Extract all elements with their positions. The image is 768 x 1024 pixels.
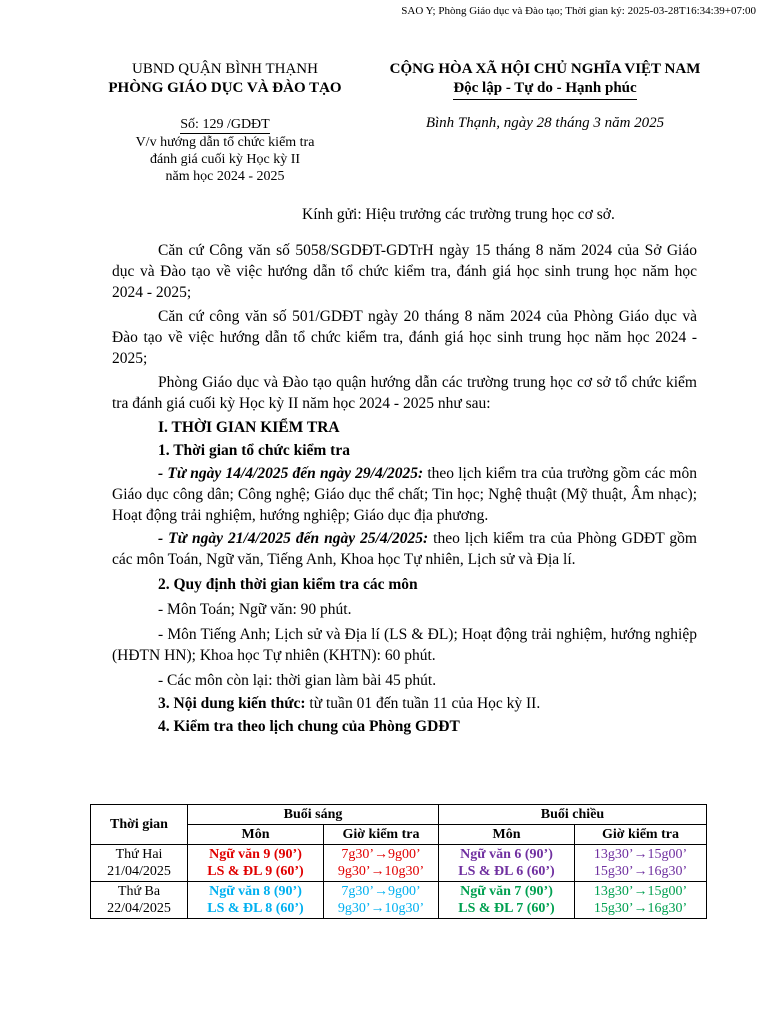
time-entry: 15g30’→16g30’ xyxy=(593,901,688,916)
subsection-3-title: 3. Nội dung kiến thức: xyxy=(158,695,306,712)
subject-entry: Ngữ văn 8 (90’) xyxy=(209,884,302,899)
subject-entry: LS & ĐL 7 (60’) xyxy=(458,901,555,916)
national-motto: Độc lập - Tự do - Hạnh phúc xyxy=(453,79,636,100)
morning-times xyxy=(324,845,439,882)
section-title: I. THỜI GIAN KIỂM TRA xyxy=(158,419,340,436)
time-entry: 13g30’→15g00’ xyxy=(593,884,688,899)
subsection-3 xyxy=(112,693,697,714)
schedule-item-1-text: theo lịch kiểm tra của trường gồm các môn Giáo dục công dân; Công nghệ; Giáo dục thể chất; Tin học; Nghệ thuật (Mỹ thuật, Âm nhạc); Hoạt động trải nghiệm, hướng nghiệp; Giáo dục địa phương. xyxy=(112,465,697,524)
date-cell xyxy=(91,882,188,919)
recipient: Kính gửi: Hiệu trưởng các trường trung học cơ sở. xyxy=(302,206,615,223)
duration-rule-1: - Môn Toán; Ngữ văn: 90 phút. xyxy=(158,601,352,618)
morning-subjects xyxy=(188,882,324,919)
afternoon-times xyxy=(575,845,707,882)
subsection-1-title: 1. Thời gian tổ chức kiểm tra xyxy=(158,442,350,459)
column-header-afternoon-subject: Môn xyxy=(439,825,575,845)
subject-line-1: V/v hướng dẫn tổ chức kiểm tra xyxy=(135,135,315,150)
subject-entry: LS & ĐL 8 (60’) xyxy=(207,901,304,916)
table-row xyxy=(91,845,707,882)
time-entry: 13g30’→15g00’ xyxy=(593,847,688,862)
basis-paragraph-2: Căn cứ công văn số 501/GDĐT ngày 20 tháng 8 năm 2024 của Phòng Giáo dục và Đào tạo về việc hướng dẫn tổ chức kiểm tra, đánh giá học sinh trung học năm học 2024 - 2025; xyxy=(112,308,697,367)
subsection-4-title: 4. Kiểm tra theo lịch chung của Phòng GDĐT xyxy=(158,718,460,735)
column-header-morning: Buổi sáng xyxy=(188,805,439,825)
subject-entry: Ngữ văn 9 (90’) xyxy=(209,847,302,862)
subject-entry: Ngữ văn 7 (90’) xyxy=(460,884,553,899)
place-and-date: Bình Thạnh, ngày 28 tháng 3 năm 2025 xyxy=(425,115,665,131)
schedule-item-2-text: theo lịch kiểm tra của Phòng GDĐT gồm các môn Toán, Ngữ văn, Tiếng Anh, Khoa học Tự nhiên, Lịch sử và Địa lí. xyxy=(112,530,697,568)
weekday: Thứ Ba xyxy=(117,884,161,899)
schedule-item-2 xyxy=(112,528,697,570)
document-body xyxy=(112,240,697,737)
org-line-1: UBND QUẬN BÌNH THẠNH xyxy=(132,61,318,77)
date: 21/04/2025 xyxy=(107,864,171,879)
time-entry: 7g30’→9g00’ xyxy=(341,847,421,862)
recipient-block xyxy=(112,204,712,225)
afternoon-subjects xyxy=(439,845,575,882)
duration-rule-2: - Môn Tiếng Anh; Lịch sử và Địa lí (LS & ĐL); Hoạt động trải nghiệm, hướng nghiệp (HĐTN HN); Khoa học Tự nhiên (KHTN): 60 phút. xyxy=(112,626,697,664)
table-header-row xyxy=(91,805,707,825)
morning-times xyxy=(324,882,439,919)
schedule-item-1-dates: - Từ ngày 14/4/2025 đến ngày 29/4/2025: xyxy=(158,465,424,482)
date: 22/04/2025 xyxy=(107,901,171,916)
digital-signature-stamp: SAO Y; Phòng Giáo dục và Đào tạo; Thời gian ký: 2025-03-28T16:34:39+07:00 xyxy=(401,5,756,17)
exam-schedule-table xyxy=(90,804,707,919)
time-entry: 7g30’→9g00’ xyxy=(341,884,421,899)
subject-line-2: đánh giá cuối kỳ Học kỳ II xyxy=(149,152,301,167)
national-header xyxy=(360,60,730,100)
subject-entry: LS & ĐL 9 (60’) xyxy=(207,864,304,879)
column-header-morning-subject: Môn xyxy=(188,825,324,845)
afternoon-subjects xyxy=(439,882,575,919)
afternoon-times xyxy=(575,882,707,919)
guidance-intro: Phòng Giáo dục và Đào tạo quận hướng dẫn các trường trung học cơ sở tổ chức kiểm tra đánh giá cuối kỳ Học kỳ II năm học 2024 - 2025 như sau: xyxy=(112,374,697,412)
subject-entry: LS & ĐL 6 (60’) xyxy=(458,864,555,879)
time-entry: 9g30’→10g30’ xyxy=(337,901,425,916)
date-cell xyxy=(91,845,188,882)
column-header-morning-time: Giờ kiểm tra xyxy=(324,825,439,845)
column-header-time: Thời gian xyxy=(91,805,188,845)
subsection-3-text: từ tuần 01 đến tuần 11 của Học kỳ II. xyxy=(305,695,541,712)
subject-entry: Ngữ văn 6 (90’) xyxy=(460,847,553,862)
basis-paragraph-1: Căn cứ Công văn số 5058/SGDĐT-GDTrH ngày 15 tháng 8 năm 2024 của Sở Giáo dục và Đào tạo về việc hướng dẫn tổ chức kiểm tra, đánh giá học sinh trung học năm học 2024 - 2025; xyxy=(112,242,697,301)
table-row xyxy=(91,882,707,919)
time-entry: 9g30’→10g30’ xyxy=(337,864,425,879)
subsection-2-title: 2. Quy định thời gian kiểm tra các môn xyxy=(158,576,418,593)
org-line-2: PHÒNG GIÁO DỤC VÀ ĐÀO TẠO xyxy=(108,80,342,96)
column-header-afternoon-time: Giờ kiểm tra xyxy=(575,825,707,845)
nation-title: CỘNG HÒA XÃ HỘI CHỦ NGHĨA VIỆT NAM xyxy=(389,61,701,77)
issuing-organization xyxy=(80,60,370,98)
duration-rule-3: - Các môn còn lại: thời gian làm bài 45 phút. xyxy=(158,672,437,689)
document-number-block xyxy=(80,116,370,185)
morning-subjects xyxy=(188,845,324,882)
document-number: Số: 129 /GDĐT xyxy=(180,117,270,132)
subject-line-3: năm học 2024 - 2025 xyxy=(165,169,285,184)
schedule-item-1 xyxy=(112,463,697,526)
weekday: Thứ Hai xyxy=(115,847,163,862)
column-header-afternoon: Buổi chiều xyxy=(439,805,707,825)
time-entry: 15g30’→16g30’ xyxy=(593,864,688,879)
schedule-item-2-dates: - Từ ngày 21/4/2025 đến ngày 25/4/2025: xyxy=(158,530,429,547)
